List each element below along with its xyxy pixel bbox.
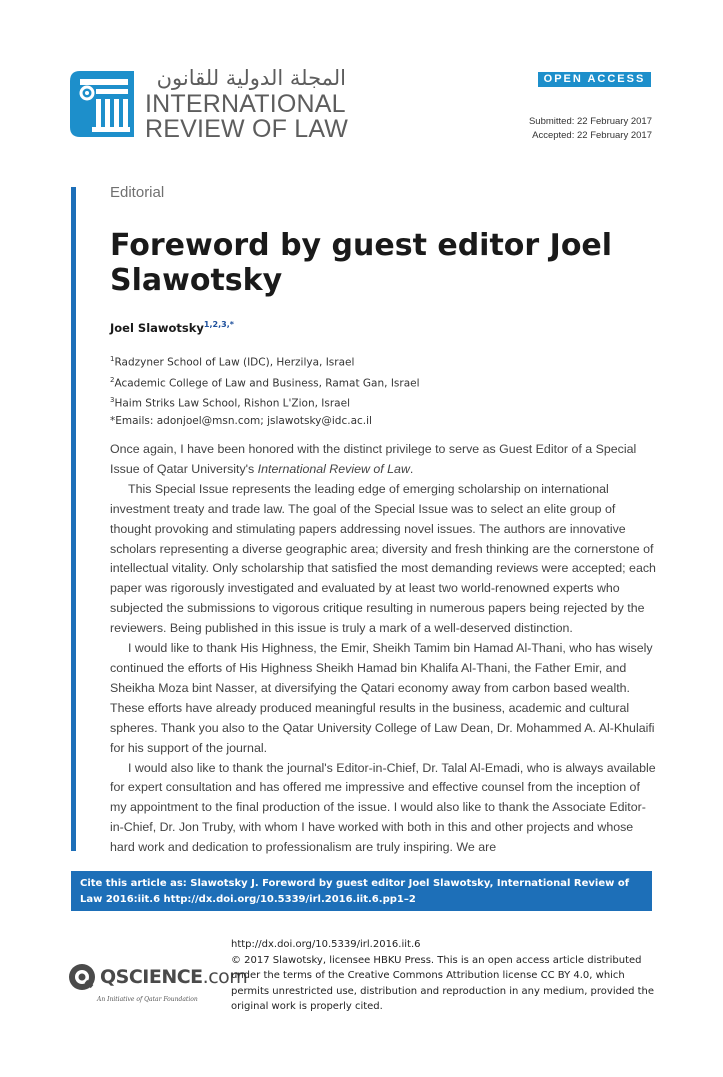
body-paragraph: Once again, I have been honored with the distinct privilege to serve as Guest Editor of a Special Issue of Qatar University's International Review of Law. bbox=[110, 442, 637, 476]
qscience-tagline: An Initiative of Qatar Foundation bbox=[97, 996, 198, 1003]
submission-dates bbox=[529, 115, 652, 143]
affiliation-item: $^2$Academic College of Law and Business, Ramat Gan, Israel bbox=[110, 375, 420, 389]
logo-title-line2: REVIEW OF LAW bbox=[145, 115, 349, 143]
citation-text[interactable]: Cite this article as: Slawotsky J. Foreword by guest editor Joel Slawotsky, International Review of Law 2016:iit.6 http://dx.doi.org/10.5339/irl.2016.iit.6.pp1–2 bbox=[80, 878, 630, 905]
author-name: Joel Slawotsky bbox=[110, 320, 204, 335]
submitted-date: Submitted: 22 February 2017 bbox=[528, 116, 652, 127]
author-emails[interactable]: *Emails: adonjoel@msn.com; jslawotsky@idc.ac.il bbox=[110, 414, 372, 427]
left-accent-bar bbox=[71, 187, 76, 851]
affiliation-item: $^3$Haim Striks Law School, Rishon L'Zion, Israel bbox=[110, 396, 350, 410]
open-access-badge: OPEN ACCESS bbox=[538, 72, 651, 87]
license-text: © 2017 Slawotsky, licensee HBKU Press. This is an open access article distributed under the terms of the Creative Commons Attribution license CC BY 4.0, which permits unrestricted use, distribution and reproduction in any medium, provided the original work is properly cited. bbox=[231, 954, 655, 1013]
affiliation-item: $^1$Radzyner School of Law (IDC), Herzilya, Israel bbox=[110, 355, 355, 369]
journal-logo-icon bbox=[70, 71, 134, 137]
body-paragraph: I would also like to thank the journal's Editor-in-Chief, Dr. Talal Al-Emadi, who is always available for expert consultation and has offered me impressive and effective counsel from the inception of my appointment to the final production of the issue. I would also like to thank the Associate Editor-in-Chief, Dr. Jon Truby, with whom I have worked with both in this and other projects and whose hard work and dedication to professionalism are truly inspiring. We are bbox=[110, 760, 656, 855]
qscience-wordmark: QSCIENCE.com bbox=[100, 966, 248, 988]
section-label: Editorial bbox=[110, 184, 165, 201]
body-paragraph: I would like to thank His Highness, the Emir, Sheikh Tamim bin Hamad Al-Thani, who has wisely continued the efforts of His Highness Sheikh Hamad bin Khalifa Al-Thani, the Father Emir, and Sheikha Moza bint Nasser, at diversifying the Qatari economy away from carbon based wealth. These efforts have already produced meaningful results in the business, academic and cultural spheres. Thank you also to the Qatar University College of Law Dean, Dr. Mohammed A. Al-Khulaifi for his support of the journal. bbox=[110, 641, 655, 755]
article-body bbox=[110, 440, 658, 858]
doi-link[interactable]: http://dx.doi.org/10.5339/irl.2016.iit.6 bbox=[231, 939, 421, 950]
article-title: Foreword by guest editor Joel Slawotsky bbox=[110, 228, 613, 298]
author-line bbox=[110, 320, 234, 335]
citation-box bbox=[71, 871, 652, 911]
body-paragraph: This Special Issue represents the leading edge of emerging scholarship on international investment treaty and trade law. The goal of the Special Issue was to select an elite group of thought provoking and stimulating papers addressing novel issues. The authors are innovative scholars representing a diverse geographic area; diversity and fresh thinking are the cornerstone of intellectual vitality. Only scholarship that satisfied the most demanding reviews were accepted; each paper was rigorously investigated and evaluated by at least two world-renowned experts who subjected the submissions to vigorous critique resulting in numerous papers being rejected by the reviewers. Being published in this issue is truly a mark of a well-deserved distinction. bbox=[110, 481, 656, 636]
logo-title-line1: INTERNATIONAL bbox=[145, 90, 346, 118]
accepted-date: Accepted: 22 February 2017 bbox=[532, 130, 652, 141]
logo-arabic-text: المجلة الدولية للقانون bbox=[156, 66, 346, 90]
qscience-logo-icon bbox=[67, 962, 97, 992]
affiliations bbox=[110, 351, 420, 430]
author-affiliation-marks[interactable]: 1,2,3,* bbox=[203, 320, 234, 329]
license-footer bbox=[231, 937, 656, 1015]
